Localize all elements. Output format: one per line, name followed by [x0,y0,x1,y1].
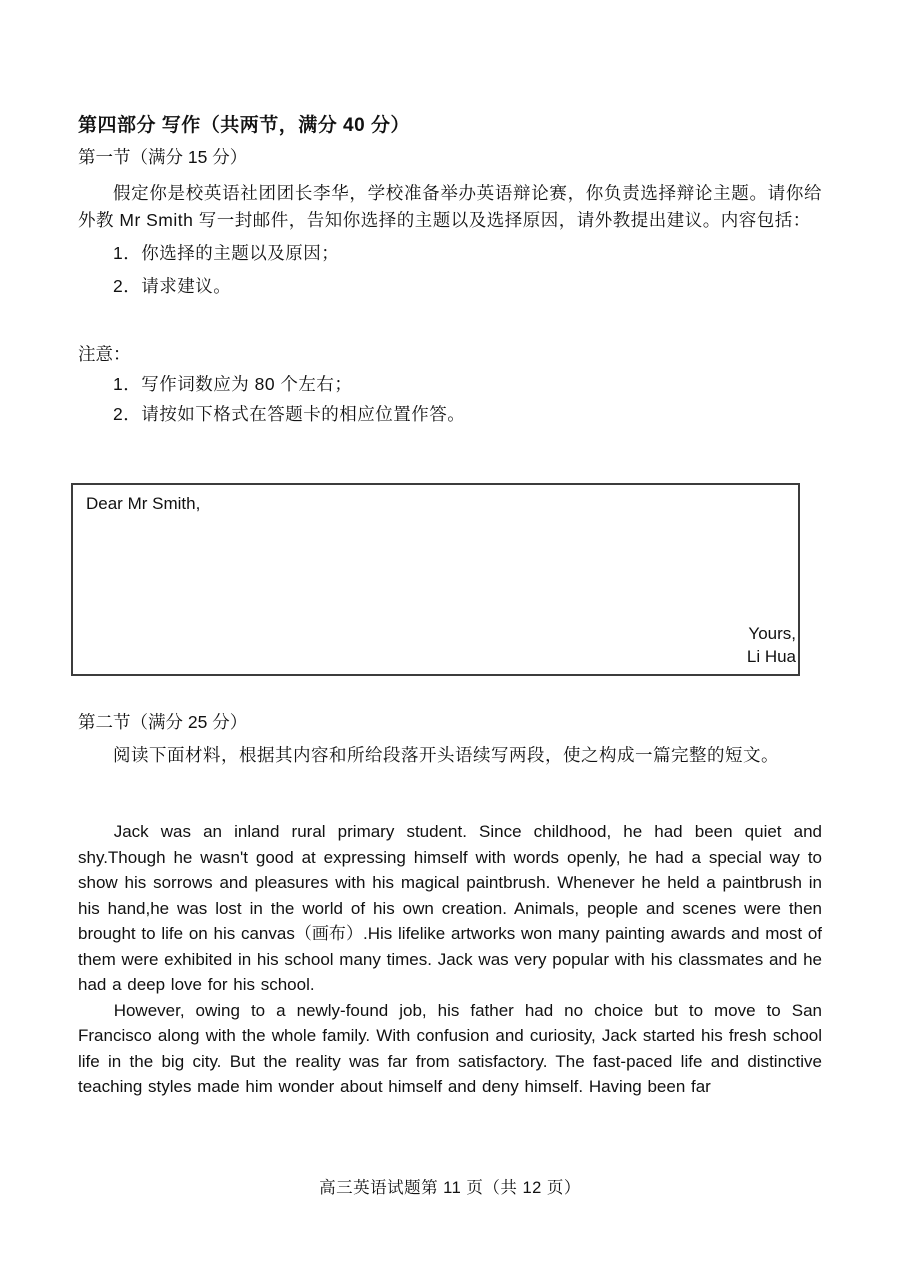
section2-instruction: 阅读下面材料，根据其内容和所给段落开头语续写两段，使之构成一篇完整的短文。 [113,745,779,765]
answer-letter-box [71,483,800,676]
section1-heading: 第一节（满分 15 分） [78,147,248,167]
section2-heading: 第二节（满分 25 分） [78,712,248,732]
story-paragraph-1: Jack was an inland rural primary student. Since childhood, he had been quiet and shy.Though he wasn't good at expressing himself with words openly, he had a special way to show his sorrows and pleasures with his magical paintbrush. Whenever he held a paintbrush in his hand,he was lost in the world of his own creation. Animals, people and scenes were then brought to life on his canvas（画布）.His lifelike artworks won many painting awards and most of them were exhibited in his school many times. Jack was very popular with his classmates and he had a deep love for his school. [78,822,822,994]
story-paragraph-2: However, owing to a newly-found job, his father had no choice but to move to San Francisco along with the whole family. With confusion and curiosity, Jack started his fresh school life in the big city. But the reality was far from satisfactory. The fast-paced life and distinctive teaching styles made him wonder about himself and deny himself. Having been far [78,1000,822,1096]
letter-closing: Yours, [748,624,796,643]
letter-signature: Li Hua [746,647,796,666]
part-heading: 第四部分 写作（共两节，满分 40 分） [78,115,410,136]
notice-item-1: 1．写作词数应为 80 个左右； [113,374,353,394]
letter-closing-block [86,622,796,668]
section1-list-item-2: 2．请求建议。 [113,276,232,296]
section1-intro: 假定你是校英语社团团长李华，学校准备举办英语辩论赛，你负责选择辩论主题。请你给外教 Mr Smith 写一封邮件，告知你选择的主题以及选择原因，请外教提出建议。内容包括： [78,183,822,230]
page-footer: 高三英语试题第 11 页（共 12 页） [319,1179,581,1197]
letter-salutation: Dear Mr Smith, [86,494,201,513]
notice-label: 注意： [78,344,131,364]
section1-list-item-1: 1．你选择的主题以及原因； [113,243,340,263]
notice-item-2: 2．请按如下格式在答题卡的相应位置作答。 [113,404,466,424]
